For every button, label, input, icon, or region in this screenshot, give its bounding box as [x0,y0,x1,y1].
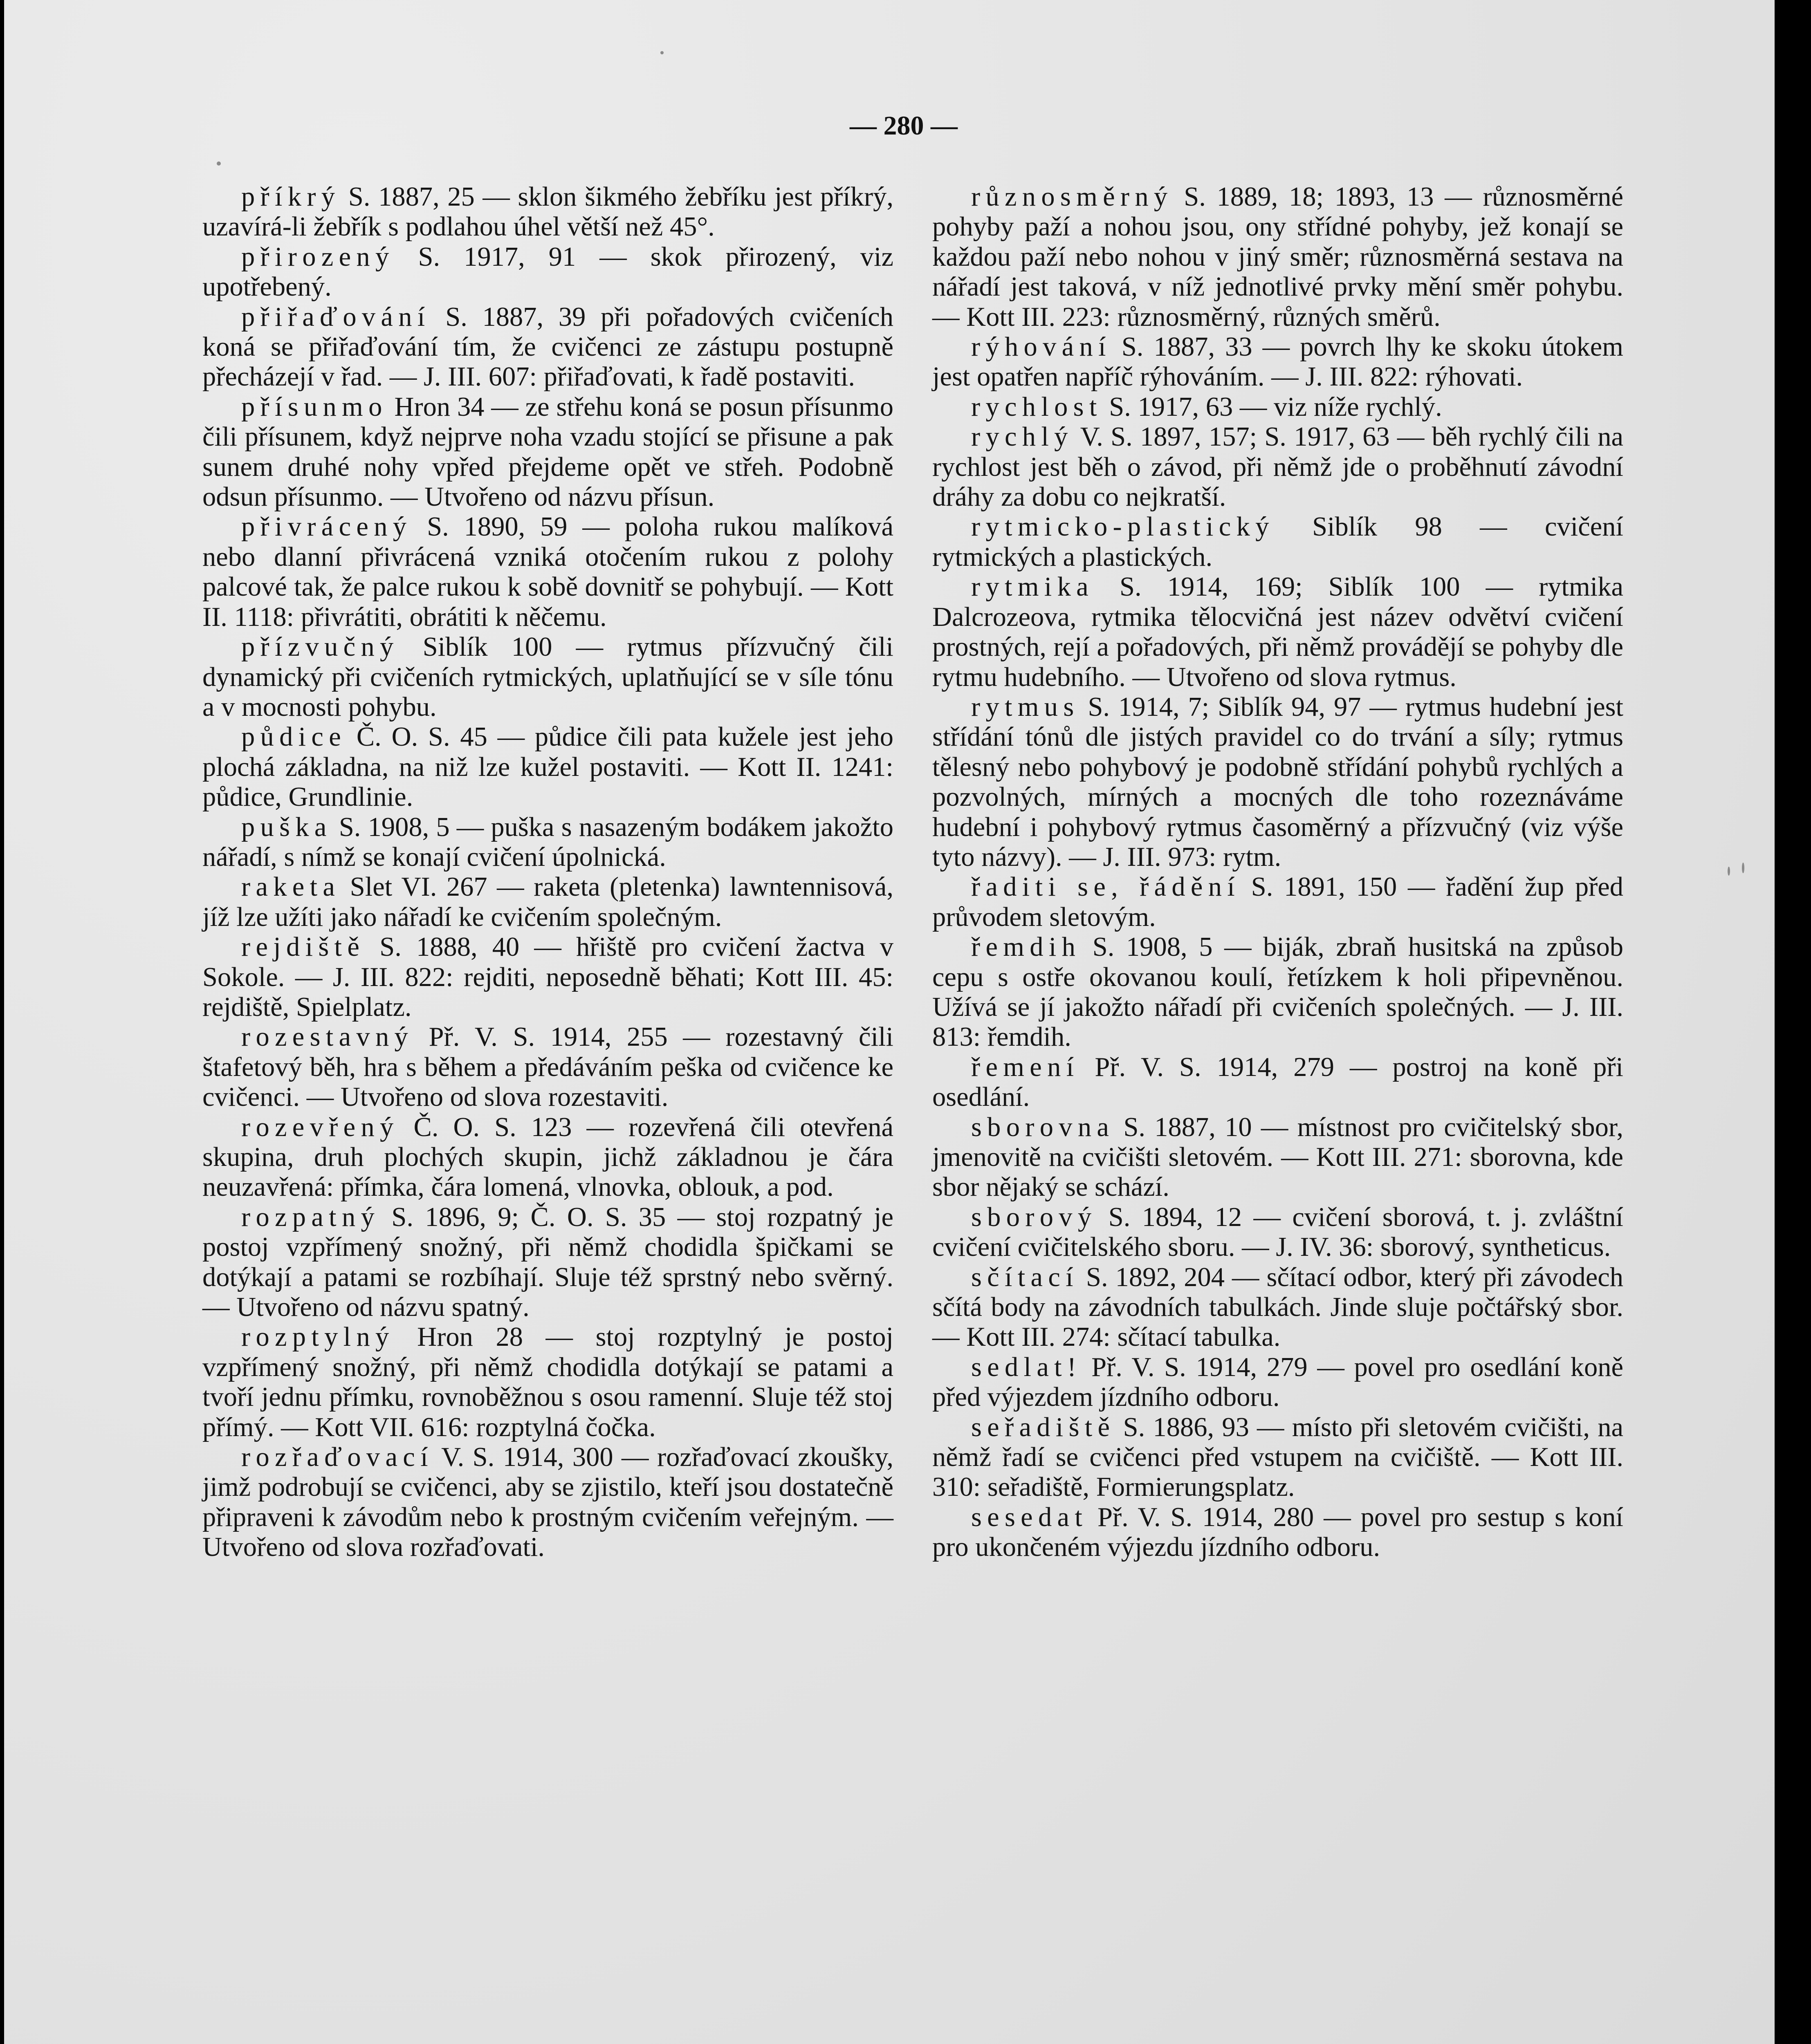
dictionary-entry [202,632,893,722]
entry-text: S. 1891, 150 — řadění žup před průvodem sletovým. [932,872,1623,932]
page-speck [1728,867,1730,876]
dictionary-entry [932,1202,1623,1262]
dictionary-entry [932,1262,1623,1352]
entry-text: Př. V. S. 1914, 279 — povel pro osedlání koně před výjezdem jízdního odboru. [932,1352,1623,1412]
entry-headword: přivrácený [241,512,412,542]
dictionary-entry [202,1322,893,1442]
dictionary-entry [932,872,1623,932]
entry-headword: rozptylný [241,1322,395,1352]
entry-headword: přiřaďování [241,302,431,332]
entry-headword: rejdiště [241,932,365,962]
dictionary-entry [932,1412,1623,1502]
entry-headword: přízvučný [241,632,399,662]
entry-headword: rozestavný [241,1022,414,1052]
entry-text: Př. V. S. 1914, 280 — povel pro sestup s koní pro ukončeném výjezdu jízdního odboru. [932,1502,1623,1562]
entry-text: S. 1914, 7; Siblík 94, 97 — rytmus hudební jest střídání tónů dle jistých pravidel co do trvání a síly; rytmus tělesný nebo pohybový je podobně střídání pohybů rychlých a pozvolných, mírných a mocných dle toho rozeznáváme hudební i pohybový rytmus časoměrný a přízvučný (viz výše tyto názvy). — J. III. 973: rytm. [932,692,1623,872]
entry-text: S. 1888, 40 — hřiště pro cvičení žactva v Sokole. — J. III. 822: rejditi, neposedně běhati; Kott III. 45: rejdiště, Spielplatz. [202,932,893,1022]
entry-headword: sesedat [971,1502,1088,1532]
dictionary-entry [932,1502,1623,1562]
entry-text: S. 1889, 18; 1893, 13 — různosměrné pohyby paží a nohou jsou, ony střídné pohyby, jež konají se každou paží nebo nohou v jiný směr; různosměrná sestava na nářadí jest taková, v níž jednotlivé prvky mění směr pohybu. — Kott III. 223: různosměrný, různých směrů. [932,182,1623,332]
dictionary-entry [932,1112,1623,1202]
entry-headword: puška [241,812,332,842]
entry-text: S. 1887, 25 — sklon šikmého žebříku jest příkrý, uzavírá-li žebřík s podlahou úhel větší než 45°. [202,182,893,242]
dictionary-entry [932,572,1623,692]
dictionary-entry [932,422,1623,512]
dictionary-entry [202,1202,893,1322]
dictionary-entry [202,932,893,1022]
entry-headword: rozevřený [241,1112,399,1142]
dictionary-entry [932,1352,1623,1412]
entry-headword: seřadiště [971,1412,1115,1442]
entry-text: S. 1890, 59 — poloha rukou malíková nebo dlanní přivrácená vzniká otočením rukou z polohy palcové tak, že palce rukou k sobě dovnitř se pohybují. — Kott II. 1118: přivrátiti, obrátiti k něčemu. [202,512,893,632]
dictionary-entry [202,512,893,632]
entry-text: Č. O. S. 45 — půdice čili pata kužele jest jeho plochá základna, na niž lze kužel postaviti. — Kott II. 1241: půdice, Grundlinie. [202,722,893,812]
entry-headword: rozřaďovací [241,1442,433,1472]
entry-text: S. 1896, 9; Č. O. S. 35 — stoj rozpatný je postoj vzpřímený snožný, při němž chodidla špičkami se dotýkají a patami se rozbíhají. Sluje též sprstný nebo svěrný. — Utvořeno od názvu spatný. [202,1202,893,1322]
entry-headword: rozpatný [241,1202,380,1232]
entry-text: Siblík 98 — cvičení rytmických a plastických. [932,512,1623,572]
entry-text: S. 1908, 5 — biják, zbraň husitská na způsob cepu s ostře okovanou koulí, řetízkem k holi připevněnou. Užívá se jí jakožto nářadí při cvičeních společných. — J. III. 813: řemdih. [932,932,1623,1052]
entry-headword: řemdih [971,932,1081,962]
entry-headword: rýhování [971,332,1111,362]
column-left [202,182,893,1562]
entry-text: Hron 28 — stoj rozptylný je postoj vzpřímený snožný, při němž chodidla dotýkají se patami a tvoří jednu přímku, rovnoběžnou s osou ramenní. Sluje též stoj přímý. — Kott VII. 616: rozptylná čočka. [202,1322,893,1442]
entry-headword: půdice [241,722,347,752]
column-right [932,182,1623,1562]
entry-text: Př. V. S. 1914, 255 — rozestavný čili štafetový běh, hra s během a předáváním peška od cvičence ke cvičenci. — Utvořeno od slova rozestaviti. [202,1022,893,1112]
entry-text: Slet VI. 267 — raketa (pletenka) lawntennisová, jíž lze užíti jako nářadí ke cvičením společným. [202,872,893,932]
entry-text: V. S. 1914, 300 — rozřaďovací zkoušky, jimž podrobují se cvičenci, aby se zjistilo, kteří jsou dostatečně připraveni k závodům nebo k prostným cvičením veřejným. — Utvořeno od slova rozřaďovati. [202,1442,893,1562]
entry-headword: sborový [971,1202,1097,1232]
entry-headword: rychlý [971,422,1073,452]
dictionary-entry [932,512,1623,572]
entry-text: V. S. 1897, 157; S. 1917, 63 — běh rychlý čili na rychlost jest běh o závod, při němž jde o proběhnutí závodní dráhy za dobu co nejkratší. [932,422,1623,512]
entry-text: S. 1917, 91 — skok přirozený, viz upotřebený. [202,242,893,302]
dictionary-entry [202,872,893,932]
dictionary-entry [202,1022,893,1112]
dictionary-entry [932,182,1623,332]
entry-headword: raketa [241,872,341,902]
dictionary-entry [202,1112,893,1202]
dictionary-entry [202,392,893,512]
entry-text: S. 1886, 93 — místo při sletovém cvičišti, na němž řadí se cvičenci před vstupem na cvičiště. — Kott III. 310: seřadiště, Formierungsplatz. [932,1412,1623,1502]
entry-text: S. 1908, 5 — puška s nasazeným bodákem jakožto nářadí, s nímž se konají cvičení úpolnická. [202,812,893,872]
entry-text: Siblík 100 — rytmus přízvučný čili dynamický při cvičeních rytmických, uplatňující se v síle tónu a v mocnosti pohybu. [202,632,893,722]
entry-text: S. 1894, 12 — cvičení sborová, t. j. zvláštní cvičení cvičitelského sboru. — J. IV. 36: sborový, syntheticus. [932,1202,1623,1262]
entry-text: Č. O. S. 123 — rozevřená čili otevřená skupina, druh plochých skupin, jichž základnou je čára neuzavřená: přímka, čára lomená, vlnovka, oblouk, a pod. [202,1112,893,1202]
dictionary-entry [202,182,893,242]
entry-headword: přísunmo [241,392,388,422]
dictionary-entry [932,332,1623,392]
entry-headword: řemení [971,1052,1079,1082]
page-speck [660,51,664,54]
entry-headword: sčítací [971,1262,1079,1292]
entry-headword: rytmus [971,692,1079,722]
dictionary-entry [932,692,1623,872]
dictionary-entry [202,242,893,302]
entry-text: S. 1887, 10 — místnost pro cvičitelský sbor, jmenovitě na cvičišti sletovém. — Kott III. 271: sborovna, kde sbor nějaký se schází. [932,1112,1623,1202]
dictionary-entry [932,932,1623,1052]
dictionary-entry [202,722,893,812]
entry-text: S. 1914, 169; Siblík 100 — rytmika Dalcrozeova, rytmika tělocvičná jest název odvětví cvičení prostných, rejí a pořadových, při němž provádějí se pohyby dle rytmu hudebního. — Utvořeno od slova rytmus. [932,572,1623,692]
page-number: — 280 — [850,111,958,141]
page-speck [217,161,221,166]
scan-edge-bar [1775,0,1811,2044]
entry-text: Hron 34 — ze střehu koná se posun přísunmo čili přísunem, když nejprve noha vzadu stojící se přisune a pak sunem druhé nohy vpřed přejdeme opět ve střeh. Podobně odsun přísunmo. — Utvořeno od názvu přísun. [202,392,893,512]
entry-headword: řaditi se, řádění [971,872,1241,902]
dictionary-entry [202,812,893,872]
entry-text: S. 1917, 63 — viz níže rychlý. [1102,392,1442,422]
entry-headword: rychlost [971,392,1102,422]
entry-headword: sedlat! [971,1352,1082,1382]
entry-headword: příkrý [241,182,341,212]
entry-text: S. 1892, 204 — sčítací odbor, který při závodech sčítá body na závodních tabulkách. Jinde sluje počtářský sbor. — Kott III. 274: sčítací tabulka. [932,1262,1623,1352]
dictionary-entry [932,1052,1623,1112]
entry-text: S. 1887, 39 při pořadových cvičeních koná se přiřaďování tím, že cvičenci ze zástupu postupně přecházejí v řad. — J. III. 607: přiřaďovati, k řadě postaviti. [202,302,893,392]
entry-headword: rytmicko-plastický [971,512,1275,542]
entry-headword: přirozený [241,242,395,272]
entry-headword: rytmika [971,572,1094,602]
dictionary-entry [932,392,1623,422]
dictionary-entry [202,1442,893,1562]
entry-headword: různosměrný [971,182,1173,212]
entry-text: S. 1887, 33 — povrch lhy ke skoku útokem jest opatřen napříč rýhováním. — J. III. 822: rýhovati. [932,332,1623,392]
entry-text: Př. V. S. 1914, 279 — postroj na koně při osedlání. [932,1052,1623,1112]
entry-headword: sborovna [971,1112,1115,1142]
page-speck [1742,863,1744,873]
dictionary-entry [202,302,893,392]
